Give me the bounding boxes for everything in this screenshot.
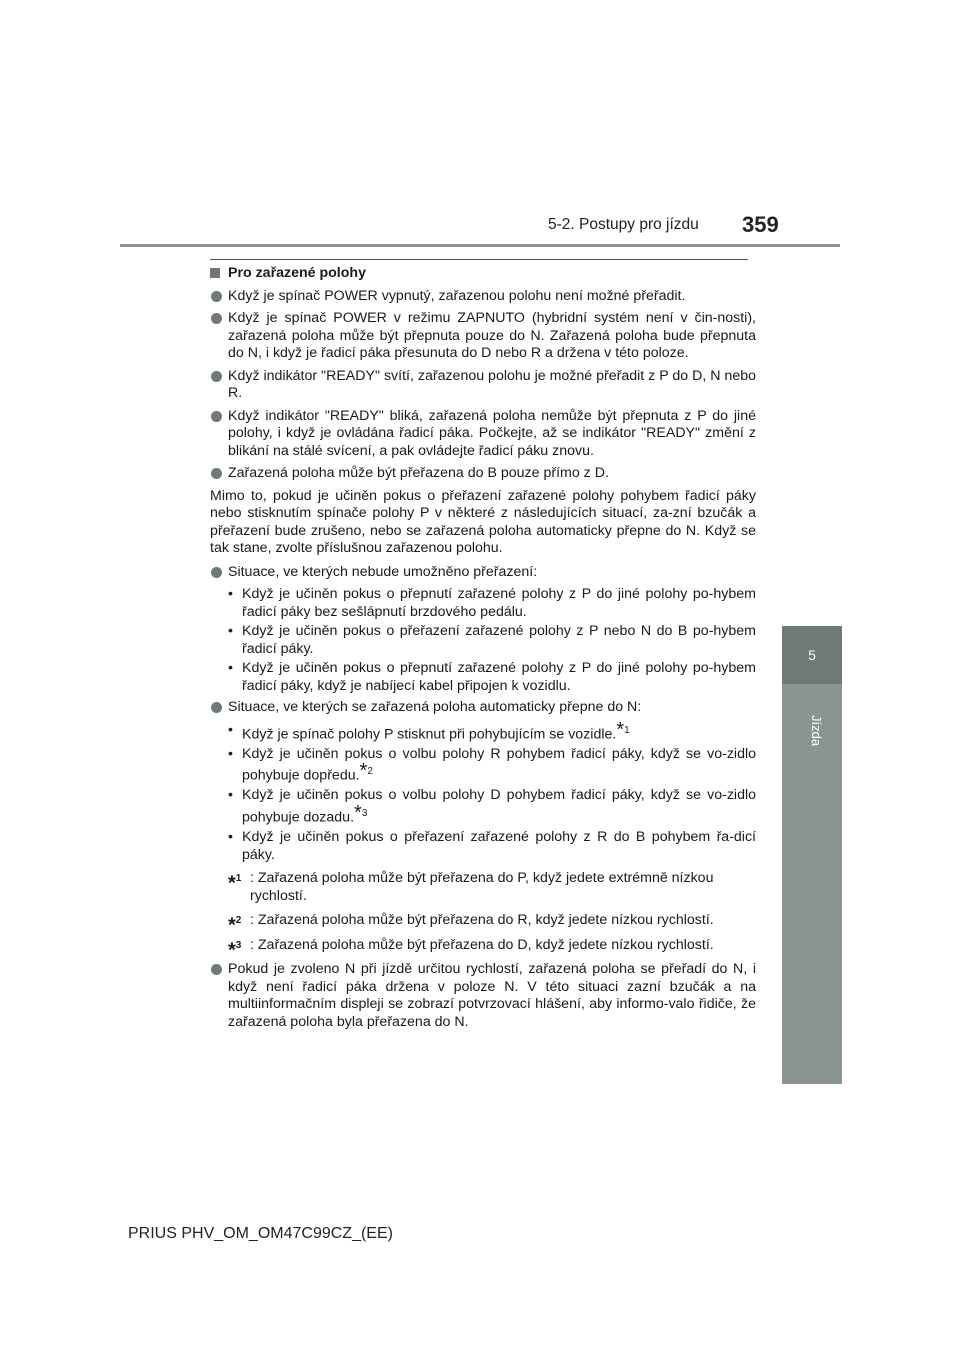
content-divider xyxy=(210,259,748,260)
list-item: Když je spínač POWER v režimu ZAPNUTO (hybridní systém není v čin-nosti), zařazená poloha může být přepnuta pouze do N. Zařazená poloha bude přepnuta do N, i když je řadicí páka přesunuta do D nebo R a držena v této poloze. xyxy=(210,310,756,363)
chapter-tab[interactable]: 5 xyxy=(782,626,842,684)
sub-item: • Když je učiněn pokus o přepnutí zařazené polohy z P do jiné polohy po-hybem řadicí páky, když je nabíjecí kabel připojen k vozidlu. xyxy=(228,660,756,694)
header-divider xyxy=(120,244,840,247)
bullet-icon xyxy=(211,313,222,324)
heading-text: Pro zařazené polohy xyxy=(228,265,366,281)
list-item: Když je spínač POWER vypnutý, zařazenou polohu není možné přeřadit. xyxy=(210,288,756,306)
footer-code: PRIUS PHV_OM_OM47C99CZ_(EE) xyxy=(128,1225,393,1242)
sub-item: • Když je učiněn pokus o přeřazení zařazené polohy z P nebo N do B po-hybem řadicí páky. xyxy=(228,623,756,657)
sub-item: • Když je spínač polohy P stisknut při pohybujícím se vozidle.$^{*1}$ xyxy=(228,718,630,743)
heading xyxy=(210,265,756,283)
list-item: Situace, ve kterých nebude umožněno přeřazení: xyxy=(210,564,756,582)
bullet-icon xyxy=(211,964,222,975)
list-item: Zařazená poloha může být přeřazena do B pouze přímo z D. xyxy=(210,465,756,483)
bullet-icon xyxy=(211,371,222,382)
paragraph: Mimo to, pokud je učiněn pokus o přeřazení zařazené polohy pohybem řadicí páky nebo stisknutím spínače polohy P v některé z následujících situací, za-zní bzučák a přeřazení bude zrušeno, nebo se zařazená poloha automaticky přepne do N. Když se tak stane, zvolte příslušnou zařazenou polohu. xyxy=(210,487,756,556)
list-item: Situace, ve kterých se zařazená poloha automaticky přepne do N: xyxy=(210,699,756,717)
bullet-icon xyxy=(211,702,222,713)
list-item: Když indikátor "READY" bliká, zařazená poloha nemůže být přepnuta z P do jiné polohy, i když je ovládána řadicí páka. Počkejte, až se indikátor "READY" změní z blikání na stálé svícení, a pak ovládejte řadicí páku znovu. xyxy=(210,408,756,461)
bullet-icon xyxy=(211,411,222,422)
sub-item: • Když je učiněn pokus o přeřazení zařazené polohy z R do B pohybem řa-dicí páky. xyxy=(228,829,756,863)
bullet-icon xyxy=(211,468,222,479)
bullet-icon xyxy=(211,291,222,302)
footnote: *$^2$ : Zařazená poloha může být přeřazena do R, když jedete nízkou rychlostí. xyxy=(228,912,714,937)
page-number: 359 xyxy=(742,212,779,237)
sub-item: • Když je učiněn pokus o volbu polohy D pohybem řadicí páky, když se vo-zidlo pohybuje dozadu.$^{*3}$ xyxy=(228,787,756,826)
footnote: *$^3$ : Zařazená poloha může být přeřazena do D, když jedete nízkou rychlostí. xyxy=(228,936,714,962)
list-item: Pokud je zvoleno N při jízdě určitou rychlostí, zařazená poloha se přeřadí do N, i když není řadicí páka držena v poloze N. V této situaci zazní bzučák a na multiinformačním displeji se zobrazí potvrzovací hlášení, aby informo-valo řidiče, že zařazená poloha byla přeřazena do N. xyxy=(210,961,756,1031)
sub-item: • Když je učiněn pokus o přepnutí zařazené polohy z P do jiné polohy po-hybem řadicí páky bez sešlápnutí brzdového pedálu. xyxy=(228,586,756,620)
section-title: 5-2. Postupy pro jízdu xyxy=(548,216,699,233)
content xyxy=(210,265,756,1036)
sub-item: • Když je učiněn pokus o volbu polohy R pohybem řadicí páky, když se vo-zidlo pohybuje dopředu.$^{*2}$ xyxy=(228,745,756,784)
chapter-label: Jízda xyxy=(809,715,824,747)
footnote: *$^1$ : Zařazená poloha může být přeřazena do P, když jedete extrémně nízkou rychlostí. xyxy=(228,870,714,904)
bullet-icon xyxy=(211,567,222,578)
list-item: Když indikátor "READY" svítí, zařazenou polohu je možné přeřadit z P do D, N nebo R. xyxy=(210,368,756,403)
square-bullet-icon xyxy=(210,268,220,278)
